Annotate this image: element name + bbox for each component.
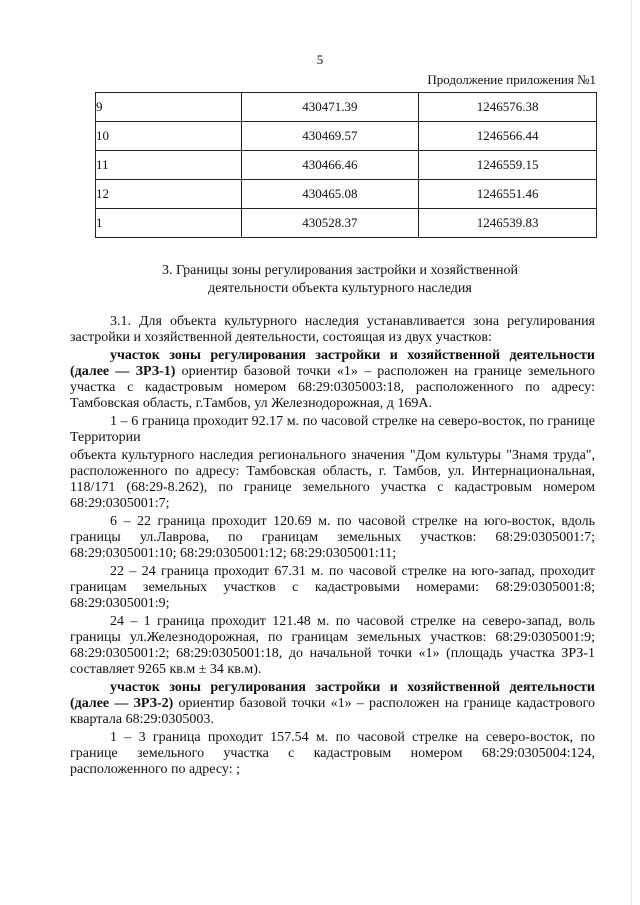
- table-row: [96, 93, 597, 122]
- scan-edge-line: [631, 0, 632, 905]
- y-coordinate-cell: 1246559.15: [419, 151, 597, 180]
- section-heading-line: деятельности объекта культурного наследия: [208, 281, 472, 296]
- paragraph: 3.1. Для объекта культурного наследия устанавливается зона регулирования застройки и хозяйственной деятельности, состоящая из двух участков:: [70, 314, 595, 345]
- x-coordinate-cell: 430465.08: [241, 180, 419, 209]
- section-heading: [110, 262, 570, 298]
- page-number: 5: [316, 52, 324, 67]
- point-number-cell: 1: [96, 209, 242, 238]
- table-row: [96, 209, 597, 238]
- y-coordinate-cell: 1246576.38: [419, 93, 597, 122]
- appendix-label: Продолжение приложения №1: [427, 72, 596, 87]
- paragraph: 6 – 22 граница проходит 120.69 м. по часовой стрелке на юго-восток, вдоль границы ул.Лаврова, по границам земельных участков: 68:29:0305001:7; 68:29:0305001:10; 68:29:0305001:12; 68:29:0305001:11;: [70, 514, 595, 561]
- x-coordinate-cell: 430471.39: [241, 93, 419, 122]
- paragraph: объекта культурного наследия регионального значения "Дом культуры "Знамя труда", расположенного по адресу: Тамбовская область, г. Тамбов, ул. Интернациональная, 118/171 (68:29-8.262), по границе земельного участка с кадастровым номером 68:29:0305001:7;: [70, 448, 595, 511]
- zone-title: участок зоны регулирования застройки и хозяйственной деятельности (далее — ЗРЗ-1): [70, 348, 595, 379]
- paragraph: 24 – 1 граница проходит 121.48 м. по часовой стрелке на северо-запад, воль границы ул.Железнодорожная, по границам земельных участков: 68:29:0305001:9; 68:29:0305001:2; 68:29:0305001:18, до начальной точки «1» (площадь участка ЗРЗ-1 составляет 9265 кв.м ± 34 кв.м).: [70, 614, 595, 677]
- y-coordinate-cell: 1246539.83: [419, 209, 597, 238]
- point-number-cell: 10: [96, 122, 242, 151]
- x-coordinate-cell: 430469.57: [241, 122, 419, 151]
- table-row: [96, 180, 597, 209]
- point-number-cell: 9: [96, 93, 242, 122]
- section-heading-line: 3. Границы зоны регулирования застройки и хозяйственной: [161, 263, 519, 278]
- table-row: [96, 122, 597, 151]
- paragraph-text: ориентир базовой точки «1» – расположен на границе кадастрового квартала 68:29:0305003.: [70, 696, 595, 727]
- paragraph: 1 – 3 граница проходит 157.54 м. по часовой стрелке на северо-восток, по границе земельного участка с кадастровым номером 68:29:0305004:124, расположенного по адресу: ;: [70, 730, 595, 777]
- paragraph: 1 – 6 граница проходит 92.17 м. по часовой стрелке на северо-восток, по границе Территории: [70, 414, 595, 445]
- paragraph: 22 – 24 граница проходит 67.31 м. по часовой стрелке на юго-запад, проходит границам земельных участков с кадастровыми номерами: 68:29:0305001:8; 68:29:0305001:9;: [70, 564, 595, 611]
- x-coordinate-cell: 430528.37: [241, 209, 419, 238]
- paragraph: [70, 680, 595, 728]
- table-row: [96, 151, 597, 180]
- paragraph-text: ориентир базовой точки «1» – расположен на границе земельного участка с кадастровым номером 68:29:0305003:18, расположенного по адресу: Тамбовская область, г.Тамбов, ул Железнодорожная, д 169А.: [70, 364, 595, 411]
- x-coordinate-cell: 430466.46: [241, 151, 419, 180]
- coordinates-table: [95, 92, 597, 238]
- point-number-cell: 12: [96, 180, 242, 209]
- y-coordinate-cell: 1246551.46: [419, 180, 597, 209]
- document-body: [70, 314, 595, 780]
- zone-title: участок зоны регулирования застройки и хозяйственной деятельности (далее — ЗРЗ-2): [70, 680, 595, 711]
- paragraph: [70, 348, 595, 412]
- point-number-cell: 11: [96, 151, 242, 180]
- y-coordinate-cell: 1246566.44: [419, 122, 597, 151]
